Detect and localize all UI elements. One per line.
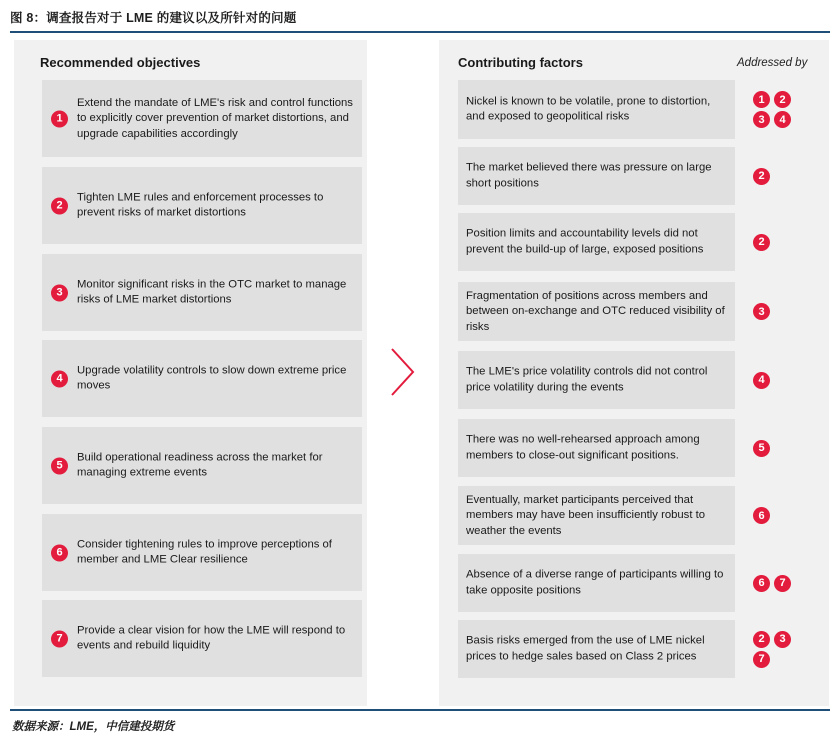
objective-text: Extend the mandate of LME's risk and control functions to explicitly cover prevention of market distortions, and upgrade capabilities accordingly — [77, 96, 353, 140]
addressed-badges — [753, 440, 801, 457]
factors-heading: Contributing factors — [458, 55, 583, 70]
factor-item — [458, 147, 735, 205]
addressed-badges — [753, 507, 801, 524]
factor-text: Basis risks emerged from the use of LME nickel prices to hedge sales based on Class 2 prices — [466, 634, 705, 662]
number-badge: 3 — [774, 631, 791, 648]
objective-item — [42, 514, 362, 591]
factor-item — [458, 351, 735, 409]
factor-item — [458, 554, 735, 612]
factor-item — [458, 282, 735, 341]
number-badge: 3 — [753, 303, 770, 320]
factor-text: Position limits and accountability levels did not prevent the build-up of large, exposed positions — [466, 227, 704, 255]
objective-item — [42, 254, 362, 331]
chevron-right-icon — [388, 346, 418, 398]
objective-item — [42, 600, 362, 677]
number-badge: 6 — [51, 544, 68, 561]
factor-item — [458, 213, 735, 271]
number-badge: 3 — [753, 111, 770, 128]
factor-text: Fragmentation of positions across members and between on-exchange and OTC reduced visibility of risks — [466, 289, 725, 333]
objective-text: Upgrade volatility controls to slow down extreme price moves — [77, 364, 347, 392]
objective-text: Consider tightening rules to improve perceptions of member and LME Clear resilience — [77, 538, 332, 566]
number-badge: 2 — [753, 234, 770, 251]
addressed-badges — [753, 234, 801, 251]
objective-item — [42, 167, 362, 244]
objectives-heading: Recommended objectives — [40, 55, 201, 70]
number-badge: 4 — [51, 370, 68, 387]
top-divider — [10, 31, 830, 33]
addressed-badges — [753, 372, 801, 389]
figure-title: 图 8：调查报告对于 LME 的建议以及所针对的问题 — [10, 11, 297, 25]
number-badge: 7 — [51, 630, 68, 647]
objective-item — [42, 427, 362, 504]
factor-text: Eventually, market participants perceived that members may have been insufficiently robust to weather the events — [466, 493, 706, 537]
addressed-badges — [753, 303, 801, 320]
factor-item — [458, 486, 735, 545]
objective-text: Tighten LME rules and enforcement processes to prevent risks of market distortions — [77, 191, 324, 219]
objective-text: Provide a clear vision for how the LME will respond to events and rebuild liquidity — [77, 624, 346, 652]
number-badge: 6 — [753, 507, 770, 524]
factor-text: There was no well-rehearsed approach among members to close-out significant positions. — [466, 433, 700, 461]
objective-item — [42, 80, 362, 157]
factor-text: Absence of a diverse range of participants willing to take opposite positions — [466, 568, 724, 596]
factor-text: The LME's price volatility controls did not control price volatility during the events — [466, 365, 708, 393]
addressed-badges — [753, 631, 801, 668]
factor-text: The market believed there was pressure on large short positions — [466, 161, 712, 189]
objective-item — [42, 340, 362, 417]
source-note: 数据来源：LME，中信建投期货 — [12, 721, 175, 733]
number-badge: 5 — [51, 457, 68, 474]
number-badge: 2 — [51, 197, 68, 214]
objective-text: Build operational readiness across the market for managing extreme events — [77, 451, 323, 479]
number-badge: 6 — [753, 575, 770, 592]
factor-text: Nickel is known to be volatile, prone to distortion, and exposed to geopolitical risks — [466, 95, 711, 123]
number-badge: 1 — [51, 110, 68, 127]
bottom-divider — [10, 709, 830, 711]
factors-panel — [439, 40, 829, 706]
factor-item — [458, 620, 735, 678]
addressed-badges — [753, 575, 801, 592]
number-badge: 5 — [753, 440, 770, 457]
number-badge: 3 — [51, 284, 68, 301]
addressed-by-label: Addressed by — [737, 57, 808, 69]
number-badge: 2 — [753, 168, 770, 185]
addressed-badges — [753, 168, 801, 185]
number-badge: 7 — [753, 651, 770, 668]
factor-item — [458, 80, 735, 139]
number-badge: 2 — [753, 631, 770, 648]
objectives-panel — [14, 40, 367, 706]
number-badge: 4 — [753, 372, 770, 389]
number-badge: 1 — [753, 91, 770, 108]
objective-text: Monitor significant risks in the OTC market to manage risks of LME market distortions — [77, 278, 347, 306]
number-badge: 2 — [774, 91, 791, 108]
number-badge: 7 — [774, 575, 791, 592]
number-badge: 4 — [774, 111, 791, 128]
addressed-badges — [753, 91, 801, 128]
factor-item — [458, 419, 735, 477]
